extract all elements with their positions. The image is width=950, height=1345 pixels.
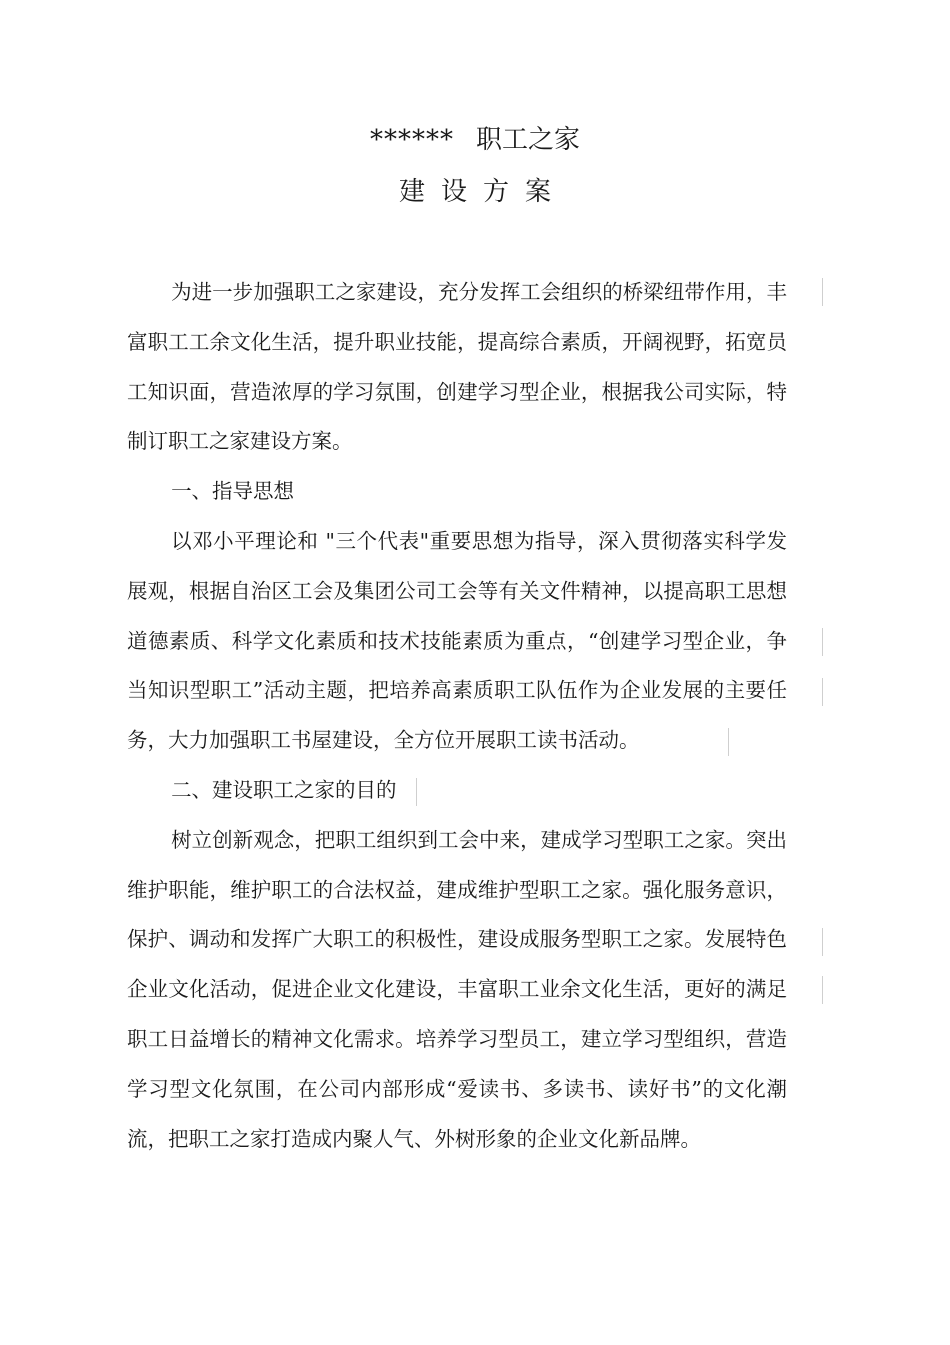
document-title (0, 122, 950, 158)
purpose-paragraph: 树立创新观念，把职工组织到工会中来，建成学习型职工之家。突出维护职能，维护职工的合法权益，建成维护型职工之家。强化服务意识，保护、调动和发挥广大职工的积极性，建设成服务型职工之家。发展特色企业文化活动，促进企业文化建设，丰富职工业余文化生活，更好的满足职工日益增长的精神文化需求。培养学习型员工，建立学习型组织，营造学习型文化氛围，在公司内部形成“爱读书、多读书、读好书”的文化潮流，把职工之家打造成内聚人气、外树形象的企业文化新品牌。 (127, 827, 787, 1151)
scan-mark (822, 628, 823, 656)
title-stars: ****** (369, 125, 454, 155)
document-subtitle: 建设方案 (398, 177, 567, 207)
title-main: 职工之家 (475, 125, 580, 155)
scan-mark (822, 928, 823, 956)
section-heading-purpose: 二、建设职工之家的目的 (171, 777, 397, 802)
intro-paragraph: 为进一步加强职工之家建设，充分发挥工会组织的桥梁纽带作用，丰富职工工余文化生活，提升职业技能，提高综合素质，开阔视野，拓宽员工知识面，营造浓厚的学习氛围，创建学习型企业，根据我公司实际，特制订职工之家建设方案。 (127, 280, 787, 454)
scan-mark (822, 278, 823, 306)
scan-mark (728, 728, 729, 756)
scan-mark (822, 976, 823, 1004)
section-heading-guiding-ideology: 一、指导思想 (171, 479, 295, 504)
document-body (127, 268, 787, 1164)
guiding-ideology-paragraph: 以邓小平理论和 "三个代表"重要思想为指导，深入贯彻落实科学发展观，根据自治区工会及集团公司工会等有关文件精神，以提高职工思想道德素质、科学文化素质和技术技能素质为重点，“创建学习型企业，争当知识型职工”活动主题，把培养高素质职工队伍作为企业发展的主要任务，大力加强职工书屋建设，全方位开展职工读书活动。 (127, 528, 787, 753)
scan-mark (416, 778, 417, 806)
scan-mark (822, 678, 823, 706)
